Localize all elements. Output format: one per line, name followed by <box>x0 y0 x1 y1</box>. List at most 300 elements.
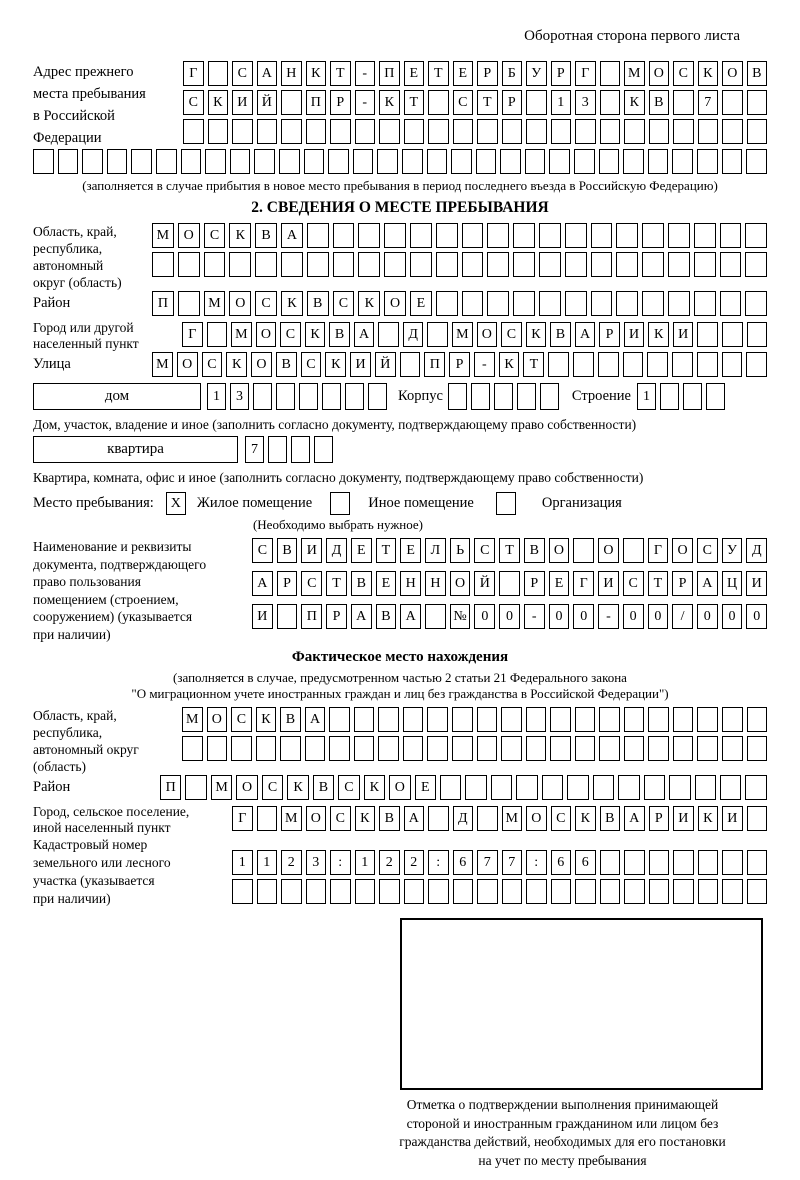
char-cell[interactable]: Н <box>400 571 421 596</box>
char-cell[interactable]: С <box>301 352 322 377</box>
char-cell[interactable] <box>384 223 406 248</box>
char-cell[interactable]: М <box>502 806 523 831</box>
char-cell[interactable] <box>549 149 570 174</box>
char-cell[interactable]: М <box>452 322 473 347</box>
char-cell[interactable] <box>82 149 103 174</box>
char-cell[interactable] <box>448 383 467 410</box>
char-cell[interactable]: В <box>747 61 768 86</box>
char-cell[interactable] <box>623 538 644 563</box>
char-cell[interactable] <box>591 252 613 277</box>
char-cell[interactable]: Е <box>400 538 421 563</box>
char-cell[interactable] <box>542 775 563 800</box>
char-cell[interactable] <box>322 383 341 410</box>
char-cell[interactable] <box>256 736 277 761</box>
char-cell[interactable] <box>277 604 298 629</box>
char-cell[interactable] <box>745 223 767 248</box>
char-cell[interactable]: 2 <box>379 850 400 875</box>
char-cell[interactable] <box>624 707 645 732</box>
char-cell[interactable]: К <box>256 707 277 732</box>
char-cell[interactable] <box>487 291 509 316</box>
char-cell[interactable]: 1 <box>637 383 656 410</box>
char-cell[interactable] <box>648 736 669 761</box>
char-cell[interactable] <box>539 252 561 277</box>
char-cell[interactable] <box>281 90 302 115</box>
char-cell[interactable] <box>476 149 497 174</box>
char-cell[interactable] <box>694 252 716 277</box>
char-cell[interactable] <box>722 879 743 904</box>
char-cell[interactable]: С <box>232 61 253 86</box>
char-cell[interactable] <box>722 90 743 115</box>
char-cell[interactable] <box>668 252 690 277</box>
char-cell[interactable] <box>673 736 694 761</box>
char-cell[interactable] <box>550 707 571 732</box>
char-cell[interactable] <box>491 775 512 800</box>
char-cell[interactable] <box>330 119 351 144</box>
char-cell[interactable] <box>599 736 620 761</box>
char-cell[interactable]: О <box>251 352 272 377</box>
char-cell[interactable]: В <box>276 352 297 377</box>
char-cell[interactable]: О <box>207 707 228 732</box>
char-cell[interactable]: 6 <box>551 850 572 875</box>
char-cell[interactable] <box>257 879 278 904</box>
char-cell[interactable]: : <box>428 850 449 875</box>
char-cell[interactable]: Е <box>453 61 474 86</box>
char-cell[interactable]: Д <box>326 538 347 563</box>
char-cell[interactable]: С <box>231 707 252 732</box>
char-cell[interactable] <box>329 736 350 761</box>
char-cell[interactable] <box>314 436 333 463</box>
char-cell[interactable] <box>355 119 376 144</box>
char-cell[interactable]: 3 <box>306 850 327 875</box>
char-cell[interactable] <box>599 149 620 174</box>
char-cell[interactable]: К <box>325 352 346 377</box>
char-cell[interactable]: К <box>648 322 669 347</box>
char-cell[interactable]: Г <box>182 322 203 347</box>
char-cell[interactable]: 2 <box>404 850 425 875</box>
char-cell[interactable]: С <box>474 538 495 563</box>
char-cell[interactable] <box>747 879 768 904</box>
char-cell[interactable]: И <box>673 322 694 347</box>
char-cell[interactable] <box>276 383 295 410</box>
char-cell[interactable] <box>747 850 768 875</box>
char-cell[interactable] <box>526 736 547 761</box>
char-cell[interactable]: И <box>350 352 371 377</box>
char-cell[interactable]: К <box>364 775 385 800</box>
char-cell[interactable]: Р <box>277 571 298 596</box>
char-cell[interactable]: О <box>384 291 406 316</box>
char-cell[interactable] <box>500 149 521 174</box>
char-cell[interactable]: И <box>722 806 743 831</box>
char-cell[interactable]: И <box>746 571 767 596</box>
char-cell[interactable]: О <box>256 322 277 347</box>
char-cell[interactable] <box>574 149 595 174</box>
char-cell[interactable] <box>623 149 644 174</box>
char-cell[interactable] <box>598 352 619 377</box>
char-cell[interactable] <box>182 736 203 761</box>
char-cell[interactable] <box>428 879 449 904</box>
char-cell[interactable] <box>591 223 613 248</box>
char-cell[interactable] <box>404 119 425 144</box>
char-cell[interactable]: 1 <box>551 90 572 115</box>
char-cell[interactable] <box>648 707 669 732</box>
char-cell[interactable]: С <box>301 571 322 596</box>
char-cell[interactable] <box>697 352 718 377</box>
char-cell[interactable] <box>440 775 461 800</box>
char-cell[interactable] <box>565 252 587 277</box>
char-cell[interactable] <box>513 223 535 248</box>
char-cell[interactable] <box>722 707 743 732</box>
char-cell[interactable] <box>747 322 768 347</box>
organizatsiya-checkbox[interactable] <box>496 492 516 515</box>
char-cell[interactable]: 0 <box>499 604 520 629</box>
char-cell[interactable]: С <box>252 538 273 563</box>
char-cell[interactable] <box>649 119 670 144</box>
char-cell[interactable] <box>501 707 522 732</box>
char-cell[interactable] <box>745 252 767 277</box>
char-cell[interactable] <box>499 571 520 596</box>
char-cell[interactable] <box>668 223 690 248</box>
char-cell[interactable] <box>257 806 278 831</box>
char-cell[interactable] <box>673 879 694 904</box>
char-cell[interactable] <box>281 119 302 144</box>
char-cell[interactable] <box>208 61 229 86</box>
char-cell[interactable] <box>668 291 690 316</box>
char-cell[interactable] <box>694 291 716 316</box>
char-cell[interactable] <box>304 149 325 174</box>
char-cell[interactable]: П <box>424 352 445 377</box>
char-cell[interactable] <box>600 61 621 86</box>
char-cell[interactable] <box>403 707 424 732</box>
char-cell[interactable]: К <box>281 291 303 316</box>
char-cell[interactable]: Т <box>326 571 347 596</box>
char-cell[interactable] <box>526 707 547 732</box>
char-cell[interactable] <box>567 775 588 800</box>
char-cell[interactable]: 0 <box>474 604 495 629</box>
char-cell[interactable]: Р <box>524 571 545 596</box>
char-cell[interactable] <box>379 879 400 904</box>
char-cell[interactable] <box>539 291 561 316</box>
char-cell[interactable]: С <box>333 291 355 316</box>
char-cell[interactable] <box>697 736 718 761</box>
char-cell[interactable]: И <box>232 90 253 115</box>
char-cell[interactable]: Н <box>281 61 302 86</box>
char-cell[interactable] <box>410 252 432 277</box>
char-cell[interactable]: Е <box>404 61 425 86</box>
char-cell[interactable] <box>697 707 718 732</box>
char-cell[interactable] <box>722 352 743 377</box>
char-cell[interactable] <box>516 775 537 800</box>
char-cell[interactable] <box>229 252 251 277</box>
char-cell[interactable] <box>618 775 639 800</box>
char-cell[interactable] <box>58 149 79 174</box>
char-cell[interactable]: Р <box>551 61 572 86</box>
char-cell[interactable] <box>477 806 498 831</box>
char-cell[interactable]: Р <box>599 322 620 347</box>
char-cell[interactable]: Р <box>449 352 470 377</box>
char-cell[interactable] <box>427 149 448 174</box>
char-cell[interactable] <box>427 707 448 732</box>
char-cell[interactable] <box>565 223 587 248</box>
char-cell[interactable]: Р <box>326 604 347 629</box>
char-cell[interactable] <box>746 149 767 174</box>
char-cell[interactable] <box>384 252 406 277</box>
char-cell[interactable] <box>178 291 200 316</box>
char-cell[interactable] <box>698 850 719 875</box>
char-cell[interactable]: О <box>306 806 327 831</box>
char-cell[interactable] <box>230 149 251 174</box>
char-cell[interactable] <box>400 352 421 377</box>
char-cell[interactable] <box>178 252 200 277</box>
char-cell[interactable] <box>477 879 498 904</box>
char-cell[interactable] <box>644 775 665 800</box>
char-cell[interactable]: Т <box>648 571 669 596</box>
char-cell[interactable] <box>683 383 702 410</box>
char-cell[interactable]: О <box>236 775 257 800</box>
char-cell[interactable]: : <box>330 850 351 875</box>
char-cell[interactable] <box>377 149 398 174</box>
char-cell[interactable] <box>616 223 638 248</box>
char-cell[interactable] <box>642 223 664 248</box>
char-cell[interactable] <box>403 736 424 761</box>
char-cell[interactable]: О <box>649 61 670 86</box>
char-cell[interactable]: 7 <box>502 850 523 875</box>
char-cell[interactable]: № <box>450 604 471 629</box>
char-cell[interactable] <box>156 149 177 174</box>
char-cell[interactable] <box>452 736 473 761</box>
char-cell[interactable] <box>487 252 509 277</box>
char-cell[interactable] <box>255 252 277 277</box>
char-cell[interactable]: И <box>252 604 273 629</box>
char-cell[interactable] <box>451 149 472 174</box>
char-cell[interactable] <box>254 149 275 174</box>
char-cell[interactable] <box>436 252 458 277</box>
char-cell[interactable] <box>648 149 669 174</box>
char-cell[interactable] <box>720 252 742 277</box>
char-cell[interactable] <box>747 707 768 732</box>
char-cell[interactable] <box>672 352 693 377</box>
char-cell[interactable]: Й <box>474 571 495 596</box>
char-cell[interactable] <box>706 383 725 410</box>
char-cell[interactable] <box>428 806 449 831</box>
char-cell[interactable] <box>600 119 621 144</box>
char-cell[interactable] <box>548 352 569 377</box>
char-cell[interactable]: Й <box>375 352 396 377</box>
char-cell[interactable]: А <box>400 604 421 629</box>
char-cell[interactable]: И <box>624 322 645 347</box>
char-cell[interactable] <box>477 707 498 732</box>
char-cell[interactable] <box>513 252 535 277</box>
char-cell[interactable]: О <box>450 571 471 596</box>
char-cell[interactable]: М <box>624 61 645 86</box>
char-cell[interactable]: Л <box>425 538 446 563</box>
char-cell[interactable] <box>517 383 536 410</box>
char-cell[interactable]: 0 <box>722 604 743 629</box>
char-cell[interactable]: У <box>526 61 547 86</box>
char-cell[interactable]: К <box>526 322 547 347</box>
char-cell[interactable] <box>599 707 620 732</box>
inoe-checkbox[interactable] <box>330 492 350 515</box>
char-cell[interactable] <box>378 322 399 347</box>
char-cell[interactable]: О <box>389 775 410 800</box>
char-cell[interactable] <box>281 252 303 277</box>
char-cell[interactable]: Г <box>575 61 596 86</box>
char-cell[interactable]: К <box>355 806 376 831</box>
char-cell[interactable]: А <box>354 322 375 347</box>
char-cell[interactable]: И <box>673 806 694 831</box>
char-cell[interactable] <box>551 879 572 904</box>
char-cell[interactable]: М <box>182 707 203 732</box>
char-cell[interactable]: С <box>262 775 283 800</box>
char-cell[interactable] <box>573 538 594 563</box>
char-cell[interactable] <box>722 149 743 174</box>
char-cell[interactable]: С <box>183 90 204 115</box>
char-cell[interactable] <box>291 436 310 463</box>
char-cell[interactable] <box>185 775 206 800</box>
char-cell[interactable]: О <box>178 223 200 248</box>
char-cell[interactable] <box>720 223 742 248</box>
char-cell[interactable] <box>268 436 287 463</box>
char-cell[interactable] <box>378 736 399 761</box>
char-cell[interactable]: К <box>575 806 596 831</box>
char-cell[interactable] <box>428 119 449 144</box>
char-cell[interactable]: В <box>524 538 545 563</box>
char-cell[interactable]: 1 <box>257 850 278 875</box>
char-cell[interactable]: И <box>301 538 322 563</box>
char-cell[interactable] <box>281 879 302 904</box>
char-cell[interactable] <box>647 352 668 377</box>
char-cell[interactable]: П <box>152 291 174 316</box>
char-cell[interactable] <box>502 879 523 904</box>
char-cell[interactable]: Е <box>376 571 397 596</box>
char-cell[interactable] <box>694 223 716 248</box>
char-cell[interactable] <box>565 291 587 316</box>
char-cell[interactable] <box>353 149 374 174</box>
char-cell[interactable] <box>477 119 498 144</box>
char-cell[interactable]: 0 <box>746 604 767 629</box>
char-cell[interactable] <box>465 775 486 800</box>
char-cell[interactable]: О <box>177 352 198 377</box>
char-cell[interactable]: П <box>306 90 327 115</box>
char-cell[interactable] <box>746 352 767 377</box>
char-cell[interactable] <box>131 149 152 174</box>
char-cell[interactable] <box>551 119 572 144</box>
char-cell[interactable]: К <box>305 322 326 347</box>
char-cell[interactable]: С <box>280 322 301 347</box>
char-cell[interactable] <box>368 383 387 410</box>
char-cell[interactable]: С <box>697 538 718 563</box>
char-cell[interactable] <box>669 775 690 800</box>
char-cell[interactable] <box>462 252 484 277</box>
char-cell[interactable] <box>330 879 351 904</box>
char-cell[interactable] <box>379 119 400 144</box>
char-cell[interactable] <box>453 879 474 904</box>
char-cell[interactable] <box>624 119 645 144</box>
char-cell[interactable]: 0 <box>648 604 669 629</box>
char-cell[interactable] <box>747 119 768 144</box>
char-cell[interactable] <box>747 736 768 761</box>
char-cell[interactable] <box>207 736 228 761</box>
char-cell[interactable] <box>526 879 547 904</box>
char-cell[interactable] <box>642 252 664 277</box>
char-cell[interactable]: Н <box>425 571 446 596</box>
char-cell[interactable] <box>487 223 509 248</box>
zhiloe-checkbox[interactable]: X <box>166 492 186 515</box>
char-cell[interactable]: Ь <box>450 538 471 563</box>
char-cell[interactable]: М <box>152 352 173 377</box>
char-cell[interactable]: П <box>379 61 400 86</box>
char-cell[interactable]: 7 <box>698 90 719 115</box>
char-cell[interactable] <box>600 850 621 875</box>
char-cell[interactable]: О <box>672 538 693 563</box>
char-cell[interactable] <box>328 149 349 174</box>
char-cell[interactable]: С <box>330 806 351 831</box>
char-cell[interactable] <box>378 707 399 732</box>
char-cell[interactable]: О <box>598 538 619 563</box>
char-cell[interactable] <box>673 90 694 115</box>
char-cell[interactable]: Т <box>477 90 498 115</box>
char-cell[interactable] <box>306 879 327 904</box>
char-cell[interactable] <box>358 223 380 248</box>
char-cell[interactable] <box>436 291 458 316</box>
char-cell[interactable] <box>525 149 546 174</box>
char-cell[interactable]: Д <box>453 806 474 831</box>
char-cell[interactable] <box>624 879 645 904</box>
char-cell[interactable] <box>673 119 694 144</box>
char-cell[interactable] <box>550 736 571 761</box>
char-cell[interactable]: П <box>160 775 181 800</box>
char-cell[interactable] <box>624 736 645 761</box>
char-cell[interactable] <box>698 879 719 904</box>
char-cell[interactable]: В <box>277 538 298 563</box>
char-cell[interactable]: Т <box>523 352 544 377</box>
char-cell[interactable] <box>539 223 561 248</box>
char-cell[interactable]: 6 <box>453 850 474 875</box>
char-cell[interactable] <box>616 252 638 277</box>
char-cell[interactable]: 2 <box>281 850 302 875</box>
char-cell[interactable] <box>494 383 513 410</box>
char-cell[interactable] <box>698 119 719 144</box>
char-cell[interactable]: Г <box>183 61 204 86</box>
char-cell[interactable] <box>624 850 645 875</box>
char-cell[interactable] <box>107 149 128 174</box>
char-cell[interactable] <box>722 850 743 875</box>
char-cell[interactable]: С <box>338 775 359 800</box>
char-cell[interactable] <box>453 119 474 144</box>
char-cell[interactable]: У <box>722 538 743 563</box>
char-cell[interactable]: 0 <box>573 604 594 629</box>
char-cell[interactable]: В <box>649 90 670 115</box>
char-cell[interactable]: М <box>281 806 302 831</box>
char-cell[interactable]: А <box>305 707 326 732</box>
char-cell[interactable] <box>720 775 741 800</box>
char-cell[interactable] <box>232 879 253 904</box>
char-cell[interactable]: 6 <box>575 850 596 875</box>
char-cell[interactable]: 0 <box>623 604 644 629</box>
char-cell[interactable] <box>402 149 423 174</box>
char-cell[interactable]: М <box>152 223 174 248</box>
char-cell[interactable]: А <box>351 604 372 629</box>
char-cell[interactable] <box>501 736 522 761</box>
char-cell[interactable]: Е <box>351 538 372 563</box>
char-cell[interactable] <box>354 707 375 732</box>
char-cell[interactable]: 7 <box>245 436 264 463</box>
char-cell[interactable] <box>428 90 449 115</box>
char-cell[interactable]: В <box>550 322 571 347</box>
char-cell[interactable]: В <box>379 806 400 831</box>
char-cell[interactable] <box>305 736 326 761</box>
char-cell[interactable]: Р <box>649 806 670 831</box>
char-cell[interactable] <box>181 149 202 174</box>
